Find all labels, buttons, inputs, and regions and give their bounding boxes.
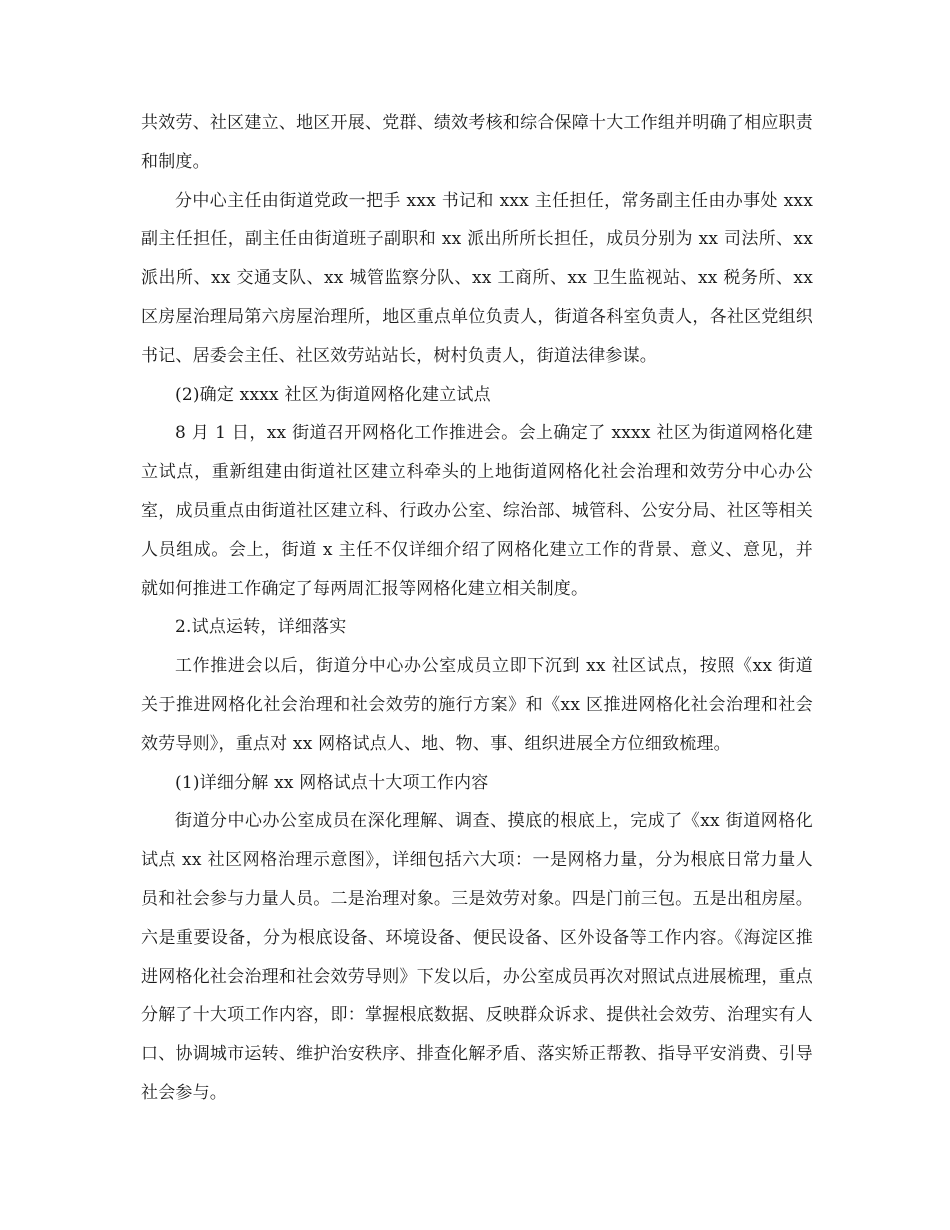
paragraph-duties: 共效劳、社区建立、地区开展、党群、绩效考核和综合保障十大工作组并明确了相应职责和制度。 [141, 113, 813, 172]
paragraph-promotion-meeting: 8 月 1 日，xx 街道召开网格化工作推进会。会上确定了 xxxx 社区为街道网格化建立试点，重新组建由街道社区建立科牵头的上地街道网格化社会治理和效劳分中心办公室，成员重点由街道社区建立科、行政办公室、综治部、城管科、公安分局、社区等相关人员组成。会上，街道 x 主任不仅详细介绍了网格化建立工作的背景、意义、意见，并就如何推进工作确定了每两周汇报等网格化建立相关制度。 [141, 423, 813, 599]
paragraph-center-leadership: 分中心主任由街道党政一把手 xxx 书记和 xxx 主任担任，常务副主任由办事处 xxx 副主任担任，副主任由街道班子副职和 xx 派出所所长担任，成员分别为 xx 司法所、xx 派出所、xx 交通支队、xx 城管监察分队、xx 工商所、xx 卫生监视站、xx 税务所、xx 区房屋治理局第六房屋治理所，地区重点单位负责人，街道各科室负责人，各社区党组织书记、居委会主任、社区效劳站站长，树村负责人，街道法律参谋。 [141, 190, 813, 366]
subheading-pilot-community: (2)确定 xxxx 社区为街道网格化建立试点 [175, 384, 491, 405]
paragraph-pilot-review: 工作推进会以后，街道分中心办公室成员立即下沉到 xx 社区试点，按照《xx 街道关于推进网格化社会治理和社会效劳的施行方案》和《xx 区推进网格化社会治理和社会效劳导则》，重点对 xx 网格试点人、地、物、事、组织进展全方位细致梳理。 [141, 656, 813, 754]
heading-pilot-operation: 2.试点运转，详细落实 [175, 617, 347, 638]
document-body [141, 104, 813, 1113]
paragraph-ten-tasks-detail: 街道分中心办公室成员在深化理解、调查、摸底的根底上，完成了《xx 街道网格化试点 xx 社区网格治理示意图》，详细包括六大项：一是网格力量，分为根底日常力量人员和社会参与力量人员。二是治理对象。三是效劳对象。四是门前三包。五是出租房屋。六是重要设备，分为根底设备、环境设备、便民设备、区外设备等工作内容。《海淀区推进网格化社会治理和社会效劳导则》下发以后，办公室成员再次对照试点进展梳理，重点分解了十大项工作内容，即：掌握根底数据、反映群众诉求、提供社会效劳、治理实有人口、协调城市运转、维护治安秩序、排查化解矛盾、落实矫正帮教、指导平安消费、引导社会参与。 [141, 811, 813, 1103]
subheading-ten-tasks: (1)详细分解 xx 网格试点十大项工作内容 [175, 772, 489, 793]
